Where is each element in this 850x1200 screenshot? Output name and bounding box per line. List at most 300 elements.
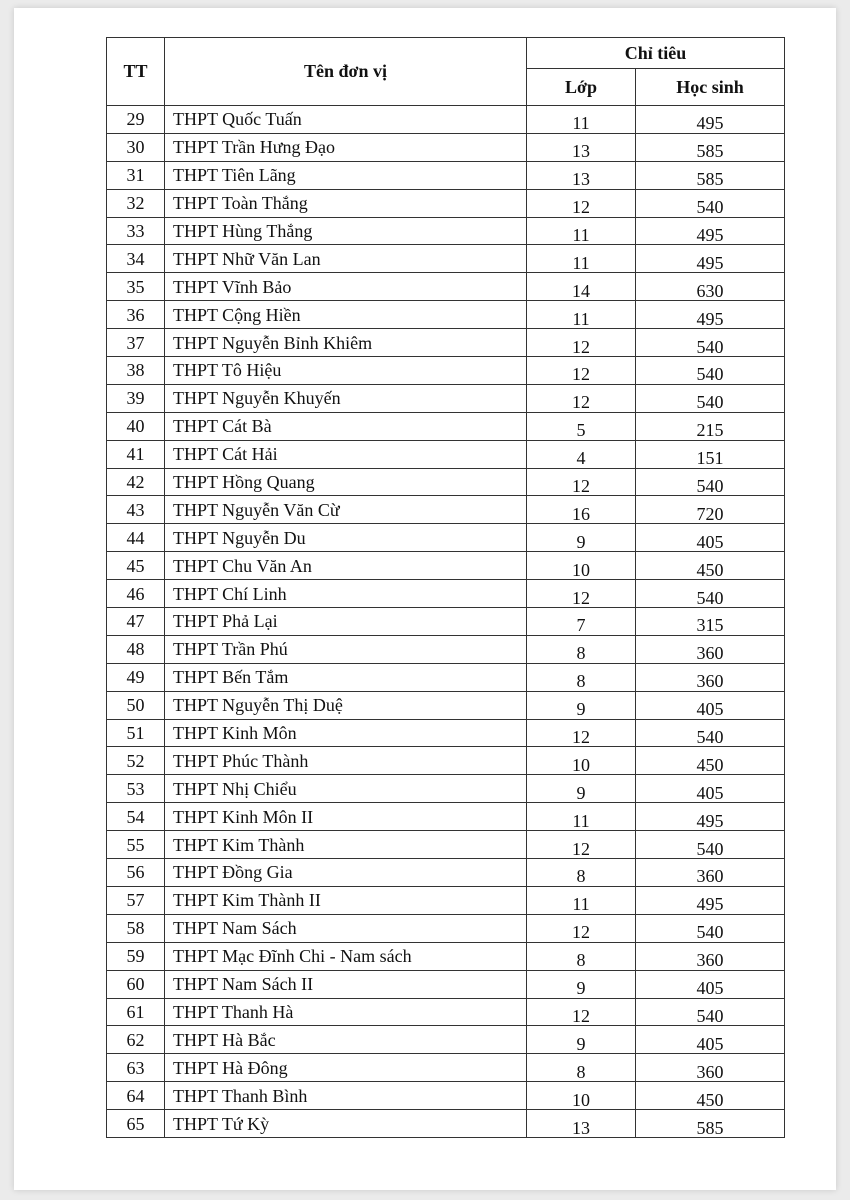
class-count-cell [527, 301, 636, 329]
school-name: THPT Phúc Thành [173, 750, 309, 771]
student-count: 630 [696, 280, 724, 301]
row-number: 33 [126, 221, 145, 241]
student-count-cell [636, 942, 785, 970]
school-name-cell [165, 133, 527, 161]
row-number: 54 [126, 806, 145, 827]
row-number-cell [107, 1082, 165, 1110]
student-count-cell [636, 552, 785, 580]
row-number: 38 [126, 360, 145, 381]
row-number-cell [107, 273, 165, 301]
student-count: 540 [696, 392, 724, 413]
row-number-cell [107, 189, 165, 217]
school-name-cell [165, 831, 527, 859]
school-name: THPT Kim Thành II [173, 890, 321, 911]
school-name-cell [165, 580, 527, 608]
school-name: THPT Kinh Môn II [173, 806, 314, 827]
student-count-cell [636, 886, 785, 914]
row-number-cell [107, 608, 165, 636]
table-row [107, 524, 785, 552]
row-number-cell [107, 886, 165, 914]
table-row [107, 580, 785, 608]
row-number-cell [107, 468, 165, 496]
student-count: 360 [696, 866, 724, 887]
row-number: 56 [126, 862, 145, 883]
student-count: 720 [696, 503, 724, 524]
class-count: 9 [576, 782, 586, 803]
class-count-cell [527, 106, 636, 134]
school-name: THPT Bến Tắm [173, 667, 289, 688]
row-number: 62 [126, 1029, 145, 1050]
class-count-cell [527, 914, 636, 942]
class-count: 9 [576, 531, 586, 552]
school-name: THPT Trần Hưng Đạo [173, 137, 335, 158]
table-row [107, 496, 785, 524]
school-name: THPT Trần Phú [173, 639, 288, 660]
student-count: 360 [696, 643, 724, 664]
school-name-cell [165, 608, 527, 636]
student-count-cell [636, 384, 785, 412]
class-count-cell [527, 747, 636, 775]
table-row [107, 635, 785, 663]
row-number: 36 [126, 304, 145, 325]
student-count: 540 [696, 364, 724, 385]
class-count: 10 [572, 559, 590, 580]
class-count: 11 [572, 113, 590, 134]
table-row [107, 998, 785, 1026]
class-count-cell [527, 496, 636, 524]
class-count: 13 [572, 141, 590, 162]
student-count-cell [636, 524, 785, 552]
school-name-cell [165, 301, 527, 329]
school-name: THPT Đồng Gia [173, 862, 293, 883]
student-count: 405 [696, 978, 724, 999]
school-name: THPT Hà Bắc [173, 1029, 276, 1050]
school-name: THPT Hà Đông [173, 1057, 288, 1078]
table-row [107, 608, 785, 636]
row-number-cell [107, 217, 165, 245]
student-count-cell [636, 775, 785, 803]
school-name: THPT Thanh Hà [173, 1001, 294, 1022]
row-number: 58 [126, 918, 145, 939]
row-number: 52 [126, 750, 145, 771]
class-count-cell [527, 886, 636, 914]
school-name: THPT Nguyễn Khuyến [173, 388, 341, 409]
school-name-cell [165, 552, 527, 580]
school-name: THPT Hùng Thắng [173, 221, 313, 241]
student-count-cell [636, 608, 785, 636]
student-count-cell [636, 831, 785, 859]
row-number-cell [107, 412, 165, 440]
school-name: THPT Nhị Chiểu [173, 778, 297, 799]
class-count: 12 [572, 336, 590, 357]
school-name: THPT Kim Thành [173, 834, 305, 855]
class-count: 9 [576, 699, 586, 720]
school-name-cell [165, 775, 527, 803]
class-count-cell [527, 412, 636, 440]
table-row [107, 329, 785, 357]
class-count-cell [527, 663, 636, 691]
student-count: 540 [696, 197, 724, 218]
row-number-cell [107, 831, 165, 859]
school-name: THPT Nguyễn Văn Cừ [173, 499, 340, 520]
student-count: 495 [696, 810, 724, 831]
row-number-cell [107, 970, 165, 998]
class-count: 11 [572, 894, 590, 915]
class-count: 7 [576, 615, 586, 636]
student-count-cell [636, 747, 785, 775]
table-row [107, 914, 785, 942]
class-count-cell [527, 775, 636, 803]
student-count-cell [636, 998, 785, 1026]
student-count-cell [636, 189, 785, 217]
row-number: 57 [126, 890, 145, 911]
class-count: 16 [572, 503, 590, 524]
row-number: 43 [126, 499, 145, 520]
student-count-cell [636, 635, 785, 663]
student-count: 585 [696, 1117, 724, 1138]
school-name: THPT Thanh Bình [173, 1085, 308, 1106]
school-name-cell [165, 886, 527, 914]
class-count: 10 [572, 1089, 590, 1110]
student-count-cell [636, 301, 785, 329]
header-tt: TT [107, 38, 165, 106]
school-name-cell [165, 440, 527, 468]
student-count: 540 [696, 476, 724, 497]
table-row [107, 1054, 785, 1082]
class-count-cell [527, 719, 636, 747]
row-number: 65 [126, 1113, 145, 1134]
table-row [107, 719, 785, 747]
student-count: 405 [696, 531, 724, 552]
row-number-cell [107, 440, 165, 468]
row-number-cell [107, 357, 165, 385]
class-count-cell [527, 245, 636, 273]
student-count-cell [636, 412, 785, 440]
table-row [107, 803, 785, 831]
school-name: THPT Phả Lại [173, 611, 278, 632]
school-name-cell [165, 803, 527, 831]
school-name: THPT Nam Sách [173, 918, 297, 939]
school-name: THPT Chí Linh [173, 583, 287, 604]
class-count: 8 [576, 1061, 586, 1082]
row-number: 34 [126, 248, 145, 269]
student-count: 495 [696, 894, 724, 915]
school-name: THPT Vĩnh Bảo [173, 276, 292, 297]
class-count: 8 [576, 643, 586, 664]
school-name-cell [165, 1082, 527, 1110]
row-number-cell [107, 635, 165, 663]
table-row [107, 217, 785, 245]
row-number-cell [107, 663, 165, 691]
row-number: 30 [126, 137, 145, 158]
student-count-cell [636, 914, 785, 942]
student-count: 540 [696, 838, 724, 859]
class-count: 12 [572, 392, 590, 413]
class-count-cell [527, 580, 636, 608]
class-count: 10 [572, 754, 590, 775]
row-number-cell [107, 329, 165, 357]
row-number: 35 [126, 276, 145, 297]
school-name-cell [165, 161, 527, 189]
table-row [107, 691, 785, 719]
class-count-cell [527, 691, 636, 719]
student-count-cell [636, 803, 785, 831]
student-count: 585 [696, 141, 724, 162]
student-count-cell [636, 217, 785, 245]
class-count: 13 [572, 1117, 590, 1138]
student-count-cell [636, 440, 785, 468]
student-count-cell [636, 691, 785, 719]
class-count-cell [527, 329, 636, 357]
class-count: 8 [576, 671, 586, 692]
table-row [107, 552, 785, 580]
row-number-cell [107, 552, 165, 580]
class-count-cell [527, 1026, 636, 1054]
table-row [107, 133, 785, 161]
student-count-cell [636, 1082, 785, 1110]
school-name: THPT Nguyễn Bỉnh Khiêm [173, 332, 373, 353]
class-count-cell [527, 970, 636, 998]
row-number: 39 [126, 388, 145, 409]
row-number-cell [107, 747, 165, 775]
table-row [107, 1110, 785, 1138]
student-count-cell [636, 970, 785, 998]
student-count: 540 [696, 1005, 724, 1026]
school-name-cell [165, 635, 527, 663]
school-name-cell [165, 691, 527, 719]
row-number-cell [107, 496, 165, 524]
row-number: 44 [126, 527, 145, 548]
class-count-cell [527, 133, 636, 161]
row-number-cell [107, 803, 165, 831]
header-ten-don-vi: Tên đơn vị [165, 38, 527, 106]
row-number: 64 [126, 1085, 145, 1106]
school-name-cell [165, 719, 527, 747]
table-row [107, 384, 785, 412]
student-count: 540 [696, 922, 724, 943]
table-row [107, 161, 785, 189]
class-count-cell [527, 384, 636, 412]
class-count-cell [527, 357, 636, 385]
class-count-cell [527, 1082, 636, 1110]
row-number-cell [107, 1054, 165, 1082]
table-row [107, 1026, 785, 1054]
school-name: THPT Nguyễn Thị Duệ [173, 695, 343, 716]
class-count: 5 [576, 420, 586, 441]
school-name: THPT Hồng Quang [173, 472, 315, 493]
row-number: 32 [126, 193, 145, 214]
student-count-cell [636, 663, 785, 691]
row-number: 53 [126, 778, 145, 799]
class-count: 9 [576, 1033, 586, 1054]
school-name-cell [165, 998, 527, 1026]
class-count-cell [527, 1110, 636, 1138]
row-number: 31 [126, 165, 145, 186]
school-name-cell [165, 859, 527, 887]
student-count: 450 [696, 1089, 724, 1110]
row-number: 42 [126, 472, 145, 493]
school-name-cell [165, 524, 527, 552]
row-number-cell [107, 301, 165, 329]
class-count: 12 [572, 476, 590, 497]
school-name-cell [165, 189, 527, 217]
student-count-cell [636, 1054, 785, 1082]
student-count-cell [636, 1110, 785, 1138]
school-name-cell [165, 468, 527, 496]
table-row [107, 357, 785, 385]
class-count: 9 [576, 978, 586, 999]
header-chi-tieu: Chỉ tiêu [527, 38, 785, 69]
class-count: 8 [576, 866, 586, 887]
school-name-cell [165, 245, 527, 273]
class-count-cell [527, 189, 636, 217]
table-row [107, 412, 785, 440]
class-count: 12 [572, 727, 590, 748]
class-count: 12 [572, 197, 590, 218]
student-count-cell [636, 161, 785, 189]
row-number: 46 [126, 583, 145, 604]
row-number-cell [107, 942, 165, 970]
student-count: 360 [696, 950, 724, 971]
class-count-cell [527, 552, 636, 580]
table-row [107, 859, 785, 887]
class-count-cell [527, 635, 636, 663]
row-number-cell [107, 719, 165, 747]
class-count-cell [527, 831, 636, 859]
student-count-cell [636, 245, 785, 273]
row-number: 50 [126, 695, 145, 716]
table-row [107, 273, 785, 301]
class-count: 11 [572, 308, 590, 329]
table-row [107, 775, 785, 803]
school-name-cell [165, 329, 527, 357]
class-count: 12 [572, 922, 590, 943]
class-count: 14 [572, 280, 590, 301]
student-count-cell [636, 133, 785, 161]
school-name: THPT Nam Sách II [173, 974, 314, 995]
row-number: 29 [126, 109, 145, 130]
table-row [107, 747, 785, 775]
school-name-cell [165, 384, 527, 412]
row-number: 63 [126, 1057, 145, 1078]
class-count: 11 [572, 810, 590, 831]
table-row [107, 942, 785, 970]
class-count-cell [527, 217, 636, 245]
row-number: 60 [126, 974, 145, 995]
class-count: 12 [572, 1005, 590, 1026]
row-number: 49 [126, 667, 145, 688]
class-count-cell [527, 942, 636, 970]
student-count: 495 [696, 225, 724, 245]
student-count: 495 [696, 308, 724, 329]
school-name: THPT Chu Văn An [173, 555, 312, 576]
school-name: THPT Toàn Thắng [173, 193, 308, 214]
student-count: 540 [696, 336, 724, 357]
student-count: 450 [696, 559, 724, 580]
school-name-cell [165, 1026, 527, 1054]
class-count-cell [527, 524, 636, 552]
class-count: 12 [572, 364, 590, 385]
student-count: 585 [696, 169, 724, 190]
table-body [107, 106, 785, 1138]
student-count: 405 [696, 782, 724, 803]
school-name: THPT Cát Bà [173, 416, 272, 437]
class-count-cell [527, 998, 636, 1026]
student-count: 495 [696, 113, 724, 134]
student-count: 360 [696, 671, 724, 692]
row-number-cell [107, 384, 165, 412]
table-row [107, 831, 785, 859]
student-count-cell [636, 1026, 785, 1054]
class-count-cell [527, 273, 636, 301]
school-name: THPT Nguyễn Du [173, 527, 306, 548]
header-lop: Lớp [527, 69, 636, 106]
student-count: 450 [696, 754, 724, 775]
class-count: 11 [572, 252, 590, 273]
school-name: THPT Tứ Kỳ [173, 1113, 270, 1134]
header-hoc-sinh: Học sinh [636, 69, 785, 106]
class-count-cell [527, 859, 636, 887]
student-count: 151 [696, 448, 724, 469]
school-name-cell [165, 496, 527, 524]
class-count: 12 [572, 838, 590, 859]
school-name-cell [165, 1054, 527, 1082]
student-count: 215 [696, 420, 724, 441]
row-number-cell [107, 775, 165, 803]
row-number: 37 [126, 332, 145, 353]
student-count-cell [636, 468, 785, 496]
class-count-cell [527, 1054, 636, 1082]
student-count-cell [636, 106, 785, 134]
student-count-cell [636, 329, 785, 357]
student-count-cell [636, 496, 785, 524]
school-name-cell [165, 914, 527, 942]
student-count-cell [636, 859, 785, 887]
school-name: THPT Kinh Môn [173, 723, 297, 744]
row-number-cell [107, 161, 165, 189]
row-number: 48 [126, 639, 145, 660]
class-count-cell [527, 468, 636, 496]
row-number: 47 [126, 611, 145, 632]
school-name: THPT Cát Hải [173, 444, 278, 465]
school-name: THPT Cộng Hiền [173, 304, 301, 325]
student-count: 540 [696, 587, 724, 608]
student-count: 315 [696, 615, 724, 636]
class-count-cell [527, 608, 636, 636]
table-row [107, 106, 785, 134]
school-name-cell [165, 970, 527, 998]
class-count: 12 [572, 587, 590, 608]
row-number: 61 [126, 1001, 145, 1022]
student-count: 405 [696, 1033, 724, 1054]
class-count: 8 [576, 950, 586, 971]
row-number-cell [107, 524, 165, 552]
table-row [107, 886, 785, 914]
school-name-cell [165, 106, 527, 134]
student-count: 360 [696, 1061, 724, 1082]
student-count-cell [636, 357, 785, 385]
row-number-cell [107, 998, 165, 1026]
table-row [107, 245, 785, 273]
school-name-cell [165, 942, 527, 970]
row-number-cell [107, 133, 165, 161]
school-quota-table [106, 37, 785, 1138]
school-name: THPT Mạc Đĩnh Chi - Nam sách [173, 946, 412, 967]
row-number-cell [107, 691, 165, 719]
student-count: 540 [696, 727, 724, 748]
school-name-cell [165, 273, 527, 301]
row-number-cell [107, 580, 165, 608]
